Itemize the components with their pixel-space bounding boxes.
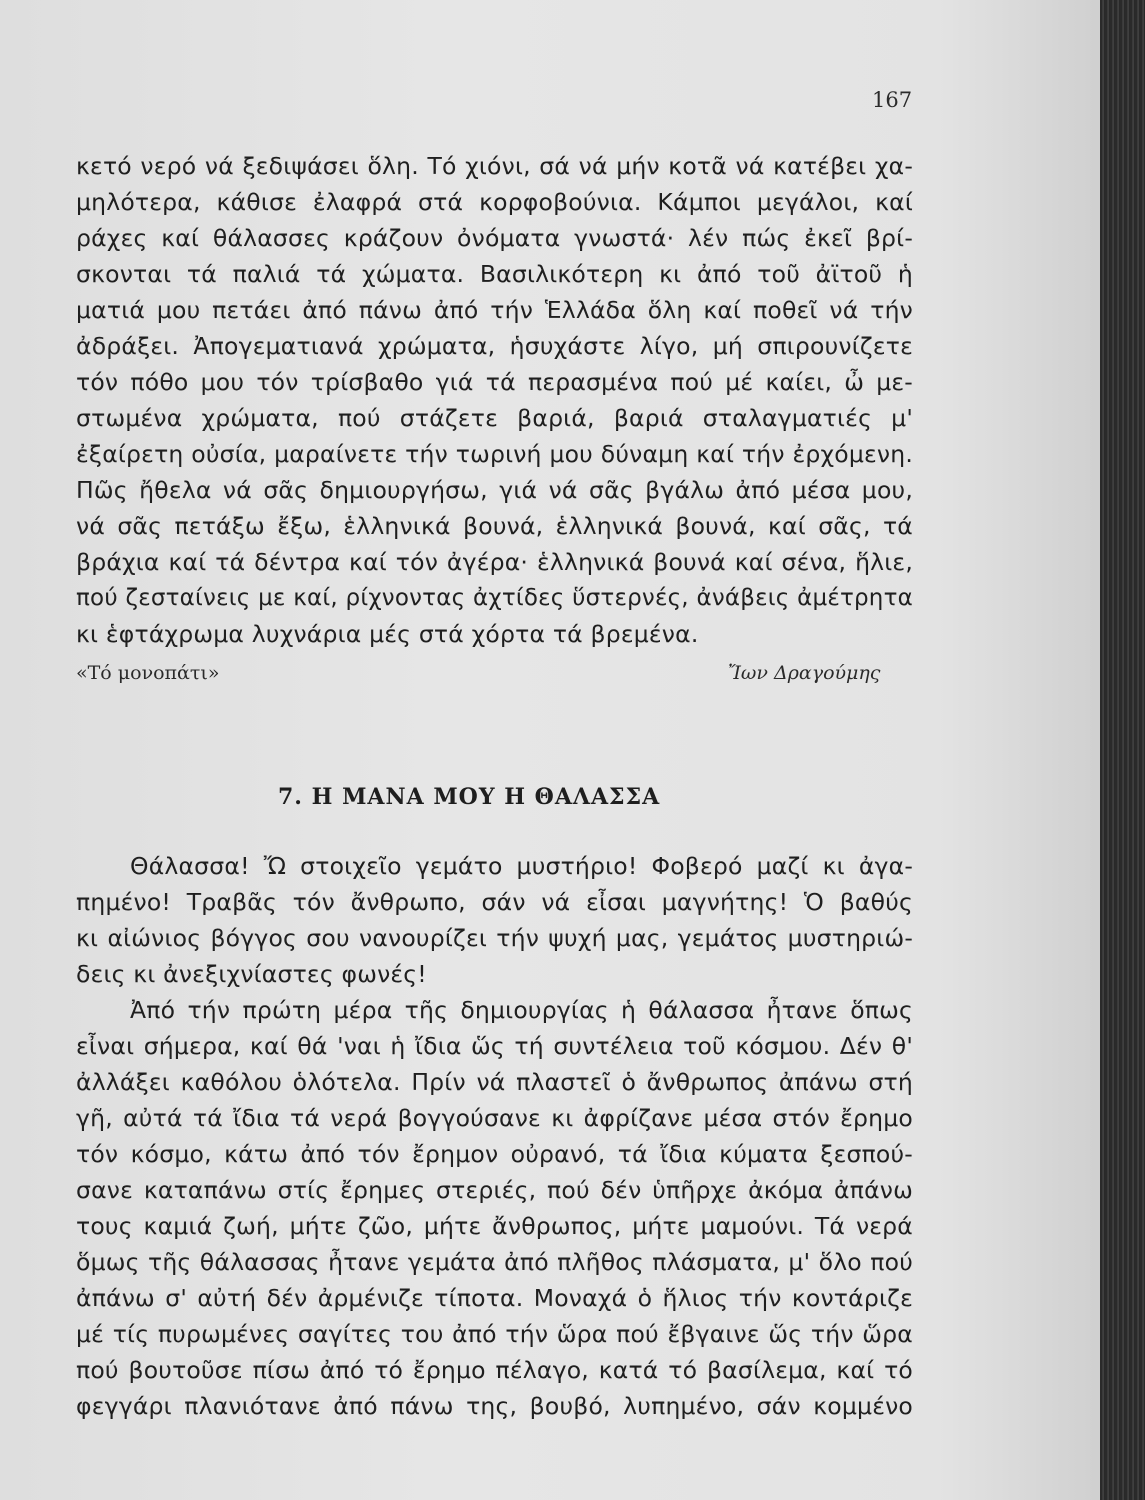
- paragraph-2-line-2: εἶναι σήμερα, καί θά 'ναι ἡ ἴδια ὥς τή συντέλεια τοῦ κόσμου. Δέν θ': [76, 1032, 913, 1060]
- first-passage-line-13: πού ζεσταίνεις με καί, ρίχνοντας ἀχτίδες ὕστερνές, ἀνάβεις ἀμέτρητα: [76, 585, 913, 611]
- first-passage-line-2: μηλότερα, κάθισε ἐλαφρά στά κορφοβούνια. Κάμποι μεγάλοι, καί: [76, 188, 913, 216]
- paragraph-2-line-5: τόν κόσμο, κάτω ἀπό τόν ἔρημον οὐρανό, τά ἴδια κύματα ξεσπού-: [76, 1140, 913, 1168]
- first-passage-line-12: βράχια καί τά δέντρα καί τόν ἀγέρα· ἑλληνικά βουνά καί σένα, ἥλιε,: [76, 548, 913, 576]
- first-passage-line-14: κι ἑφτάχρωμα λυχνάρια μές στά χόρτα τά βρεμένα.: [76, 620, 699, 648]
- chapter-title: 7. Η ΜΑΝΑ ΜΟΥ Η ΘΑΛΑΣΣΑ: [278, 784, 661, 810]
- paragraph-1-line-3: κι αἰώνιος βόγγος σου νανουρίζει τήν ψυχή μας, γεμάτος μυστηριώ-: [76, 924, 913, 952]
- paragraph-2-line-4: γῆ, αὐτά τά ἴδια τά νερά βογγούσανε κι ἀφρίζανε μέσα στόν ἔρημο: [76, 1104, 913, 1132]
- paragraph-2-line-10: μέ τίς πυρωμένες σαγίτες του ἀπό τήν ὥρα πού ἔβγαινε ὥς τήν ὥρα: [76, 1320, 913, 1348]
- first-passage-line-3: ράχες καί θάλασσες κράζουν ὀνόματα γνωστά· λέν πώς ἐκεῖ βρί-: [76, 224, 913, 252]
- paragraph-1-line-4: δεις κι ἀνεξιχνίαστες φωνές!: [76, 960, 427, 988]
- first-passage-line-1: κετό νερό νά ξεδιψάσει ὅλη. Τό χιόνι, σά νά μήν κοτᾶ νά κατέβει χα-: [76, 152, 913, 180]
- paragraph-2-line-12: φεγγάρι πλανιότανε ἀπό πάνω της, βουβό, λυπημένο, σάν κομμένο: [76, 1392, 913, 1420]
- paragraph-2-line-1: Ἀπό τήν πρώτη μέρα τῆς δημιουργίας ἡ θάλασσα ἦτανε ὅπως: [130, 996, 913, 1024]
- paragraph-2-line-11: πού βουτοῦσε πίσω ἀπό τό ἔρημο πέλαγο, κατά τό βασίλεμα, καί τό: [76, 1356, 913, 1384]
- paragraph-2-line-9: ἀπάνω σ' αὐτή δέν ἀρμένιζε τίποτα. Μοναχά ὁ ἥλιος τήν κοντάριζε: [76, 1284, 913, 1312]
- first-passage-line-6: ἀδράξει. Ἀπογεματιανά χρώματα, ἡσυχάστε λίγο, μή σπιρουνίζετε: [76, 332, 913, 360]
- page-number: 167: [872, 88, 913, 112]
- first-passage-line-11: νά σᾶς πετάξω ἔξω, ἑλληνικά βουνά, ἑλληνικά βουνά, καί σᾶς, τά: [76, 512, 913, 540]
- paragraph-1-line-1: Θάλασσα! Ὤ στοιχεῖο γεμάτο μυστήριο! Φοβερό μαζί κι ἀγα-: [130, 852, 913, 880]
- first-passage-line-5: ματιά μου πετάει ἀπό πάνω ἀπό τήν Ἑλλάδα ὅλη καί ποθεῖ νά τήν: [76, 296, 913, 324]
- paragraph-2-line-8: ὅμως τῆς θάλασσας ἦτανε γεμάτα ἀπό πλῆθος πλάσματα, μ' ὅλο πού: [76, 1248, 913, 1276]
- first-passage-line-4: σκονται τά παλιά τά χώματα. Βασιλικότερη κι ἀπό τοῦ ἀϊτοῦ ἡ: [76, 260, 913, 288]
- paragraph-1-line-2: πημένο! Τραβᾶς τόν ἄνθρωπο, σάν νά εἶσαι μαγνήτης! Ὁ βαθύς: [76, 888, 913, 916]
- first-passage-line-9: ἐξαίρετη οὐσία, μαραίνετε τήν τωρινή μου δύναμη καί τήν ἐρχόμενη.: [76, 440, 913, 468]
- first-passage-line-7: τόν πόθο μου τόν τρίσβαθο γιά τά περασμένα πού μέ καίει, ὦ με-: [76, 368, 913, 396]
- paragraph-2-line-7: τους καμιά ζωή, μήτε ζῶο, μήτε ἄνθρωπος, μήτε μαμούνι. Τά νερά: [76, 1212, 913, 1240]
- citation-author: Ἴων Δραγούμης: [728, 662, 881, 684]
- first-passage-line-10: Πῶς ἤθελα νά σᾶς δημιουργήσω, γιά νά σᾶς βγάλω ἀπό μέσα μου,: [76, 476, 913, 504]
- paragraph-2-line-3: ἀλλάξει καθόλου ὁλότελα. Πρίν νά πλαστεῖ ὁ ἄνθρωπος ἀπάνω στή: [76, 1068, 913, 1096]
- book-page-edges: [1100, 0, 1145, 1500]
- paragraph-2-line-6: σανε καταπάνω στίς ἔρημες στεριές, πού δέν ὑπῆρχε ἀκόμα ἀπάνω: [76, 1176, 913, 1204]
- first-passage-line-8: στωμένα χρώματα, πού στάζετε βαριά, βαριά σταλαγματιές μ': [76, 404, 913, 432]
- citation-source: «Τό μονοπάτι»: [76, 662, 220, 684]
